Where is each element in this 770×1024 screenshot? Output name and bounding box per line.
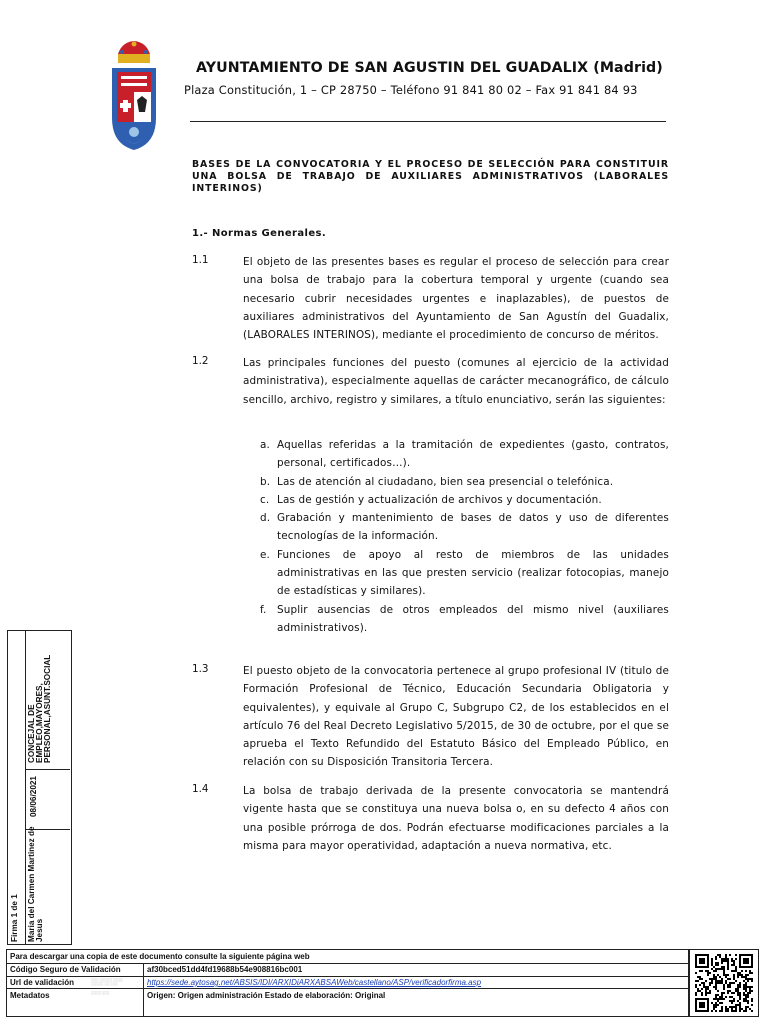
validation-footer: [6, 949, 689, 1017]
list-item-text: Aquellas referidas a la tramitación de expedientes (gasto, contratos, personal, certificados…).: [277, 439, 669, 470]
section-title: 1.- Normas Generales.: [192, 228, 327, 239]
clause-number: 1.1: [192, 254, 209, 266]
qr-code: [689, 949, 759, 1017]
list-item-text: Grabación y mantenimiento de bases de datos y uso de diferentes tecnologías de la información.: [277, 512, 669, 543]
validation-url-link[interactable]: https://sede.aytosag.net/ABSIS/IDI/ARXIDiARXABSAWeb/castellano/ASP/verificadorfirma.asp: [147, 978, 482, 987]
list-marker: c.: [260, 493, 270, 506]
clause-text: Las principales funciones del puesto (comunes al ejercicio de la actividad administrativa), especialmente aquellas de carácter mecanográfico, de cálculo sencillo, archivo, registro y similares, a título enunciativo, serán las siguientes:: [243, 357, 669, 406]
municipality-address: Plaza Constitución, 1 – CP 28750 – Teléfono 91 841 80 02 – Fax 91 841 84 93: [184, 83, 638, 97]
list-marker: d.: [260, 512, 271, 525]
csv-label: Código Seguro de Validación: [10, 965, 121, 974]
clause-number: 1.2: [192, 355, 209, 367]
clause-text: La bolsa de trabajo derivada de la presente convocatoria se mantendrá vigente hasta que se constituya una nueva bolsa o, en su defecto 4 años con una posible prórroga de dos. Podrán efectuarse modificaciones parciales a la misma para mayor operatividad, adaptación a nueva normativa, etc.: [243, 785, 669, 852]
list-item: [243, 491, 669, 509]
list-marker: f.: [260, 603, 267, 616]
list-item-text: Funciones de apoyo al resto de miembros de las unidades administrativas en las que presten servicio (realizar fotocopias, manejo de estadísticas y similares).: [277, 548, 669, 598]
signature-date: 08/06/2021: [29, 776, 38, 817]
metadata-label: Metadatos: [10, 991, 50, 1000]
url-label: Url de validación: [10, 978, 75, 987]
clause-number: 1.4: [192, 783, 209, 795]
list-item-text: Las de gestión y actualización de archivos y documentación.: [277, 493, 602, 506]
signer-name-line1: Maria del Carmen Martinez de: [27, 826, 36, 942]
signature-box: [7, 630, 72, 945]
signer-name-line2: Jesus: [35, 918, 44, 942]
list-marker: a.: [260, 439, 270, 451]
list-item: [243, 473, 669, 491]
metadata-value: Origen: Origen administración Estado de elaboración: Original: [147, 991, 386, 1000]
header-divider: [190, 121, 666, 122]
metadata-fine-print: ░░░░ ░░░: [91, 991, 110, 995]
list-item: [243, 436, 669, 473]
download-instructions: Para descargar una copia de este documento consulte la siguiente página web: [10, 952, 310, 961]
document-heading: BASES DE LA CONVOCATORIA Y EL PROCESO DE SELECCIÓN PARA CONSTITUIR UNA BOLSA DE TRABAJO DE AUXILIARES ADMINISTRATIVOS (LABORALES INTERINOS): [192, 159, 669, 194]
signer-role-line3: PERSONAL,ASUNT.SOCIAL: [43, 654, 52, 763]
signer-role-line1: CONCEJAL DE: [27, 704, 36, 763]
url-fine-print: ░░░ ░░░░░ ░░░░ ░░░░░ ░░ ░░░: [91, 978, 123, 986]
municipal-coat-of-arms: [108, 40, 160, 152]
csv-value: af30bced51dd4fd19688b54e908816bc001: [147, 965, 303, 974]
clause-text: El puesto objeto de la convocatoria pertenece al grupo profesional IV (titulo de Formación Profesional de Técnico, Educación Secundaria Obligatoria y equivalentes), y equivale al Grupo C, Subgrupo C2, de los establecidos en el artículo 76 del Real Decreto Legislativo 5/2015, de 30 de octubre, por el que se aprueba el Texto Refundido del Estatuto Básico del Empleado Público, en relación con su Disposición Transitoria Tercera.: [243, 665, 669, 769]
clause-text: El objeto de las presentes bases es regular el proceso de selección para crear una bolsa de trabajo para la cobertura temporal y urgente (cuando sea necesario cubrir necesidades urgentes e inaplazables), de puestos de auxiliares administrativos del Ayuntamiento de San Agustín del Guadalix, (LABORALES INTERINOS), mediante el procedimiento de concurso de méritos.: [243, 256, 669, 342]
functions-list: [243, 436, 669, 637]
list-item: [243, 509, 669, 546]
municipality-title: AYUNTAMIENTO DE SAN AGUSTIN DEL GUADALIX (Madrid): [196, 60, 663, 76]
list-marker: b.: [260, 475, 271, 488]
list-item: [243, 546, 669, 601]
list-marker: e.: [260, 548, 270, 561]
list-item-text: Las de atención al ciudadano, bien sea presencial o telefónica.: [277, 475, 614, 488]
clause-number: 1.3: [192, 663, 209, 675]
list-item-text: Suplir ausencias de otros empleados del mismo nivel (auxiliares administrativos).: [277, 603, 669, 634]
list-item: [243, 601, 669, 638]
signature-count: Firma 1 de 1: [10, 894, 19, 942]
signer-role-line2: EMPLEO,MAYORES,: [35, 683, 44, 763]
